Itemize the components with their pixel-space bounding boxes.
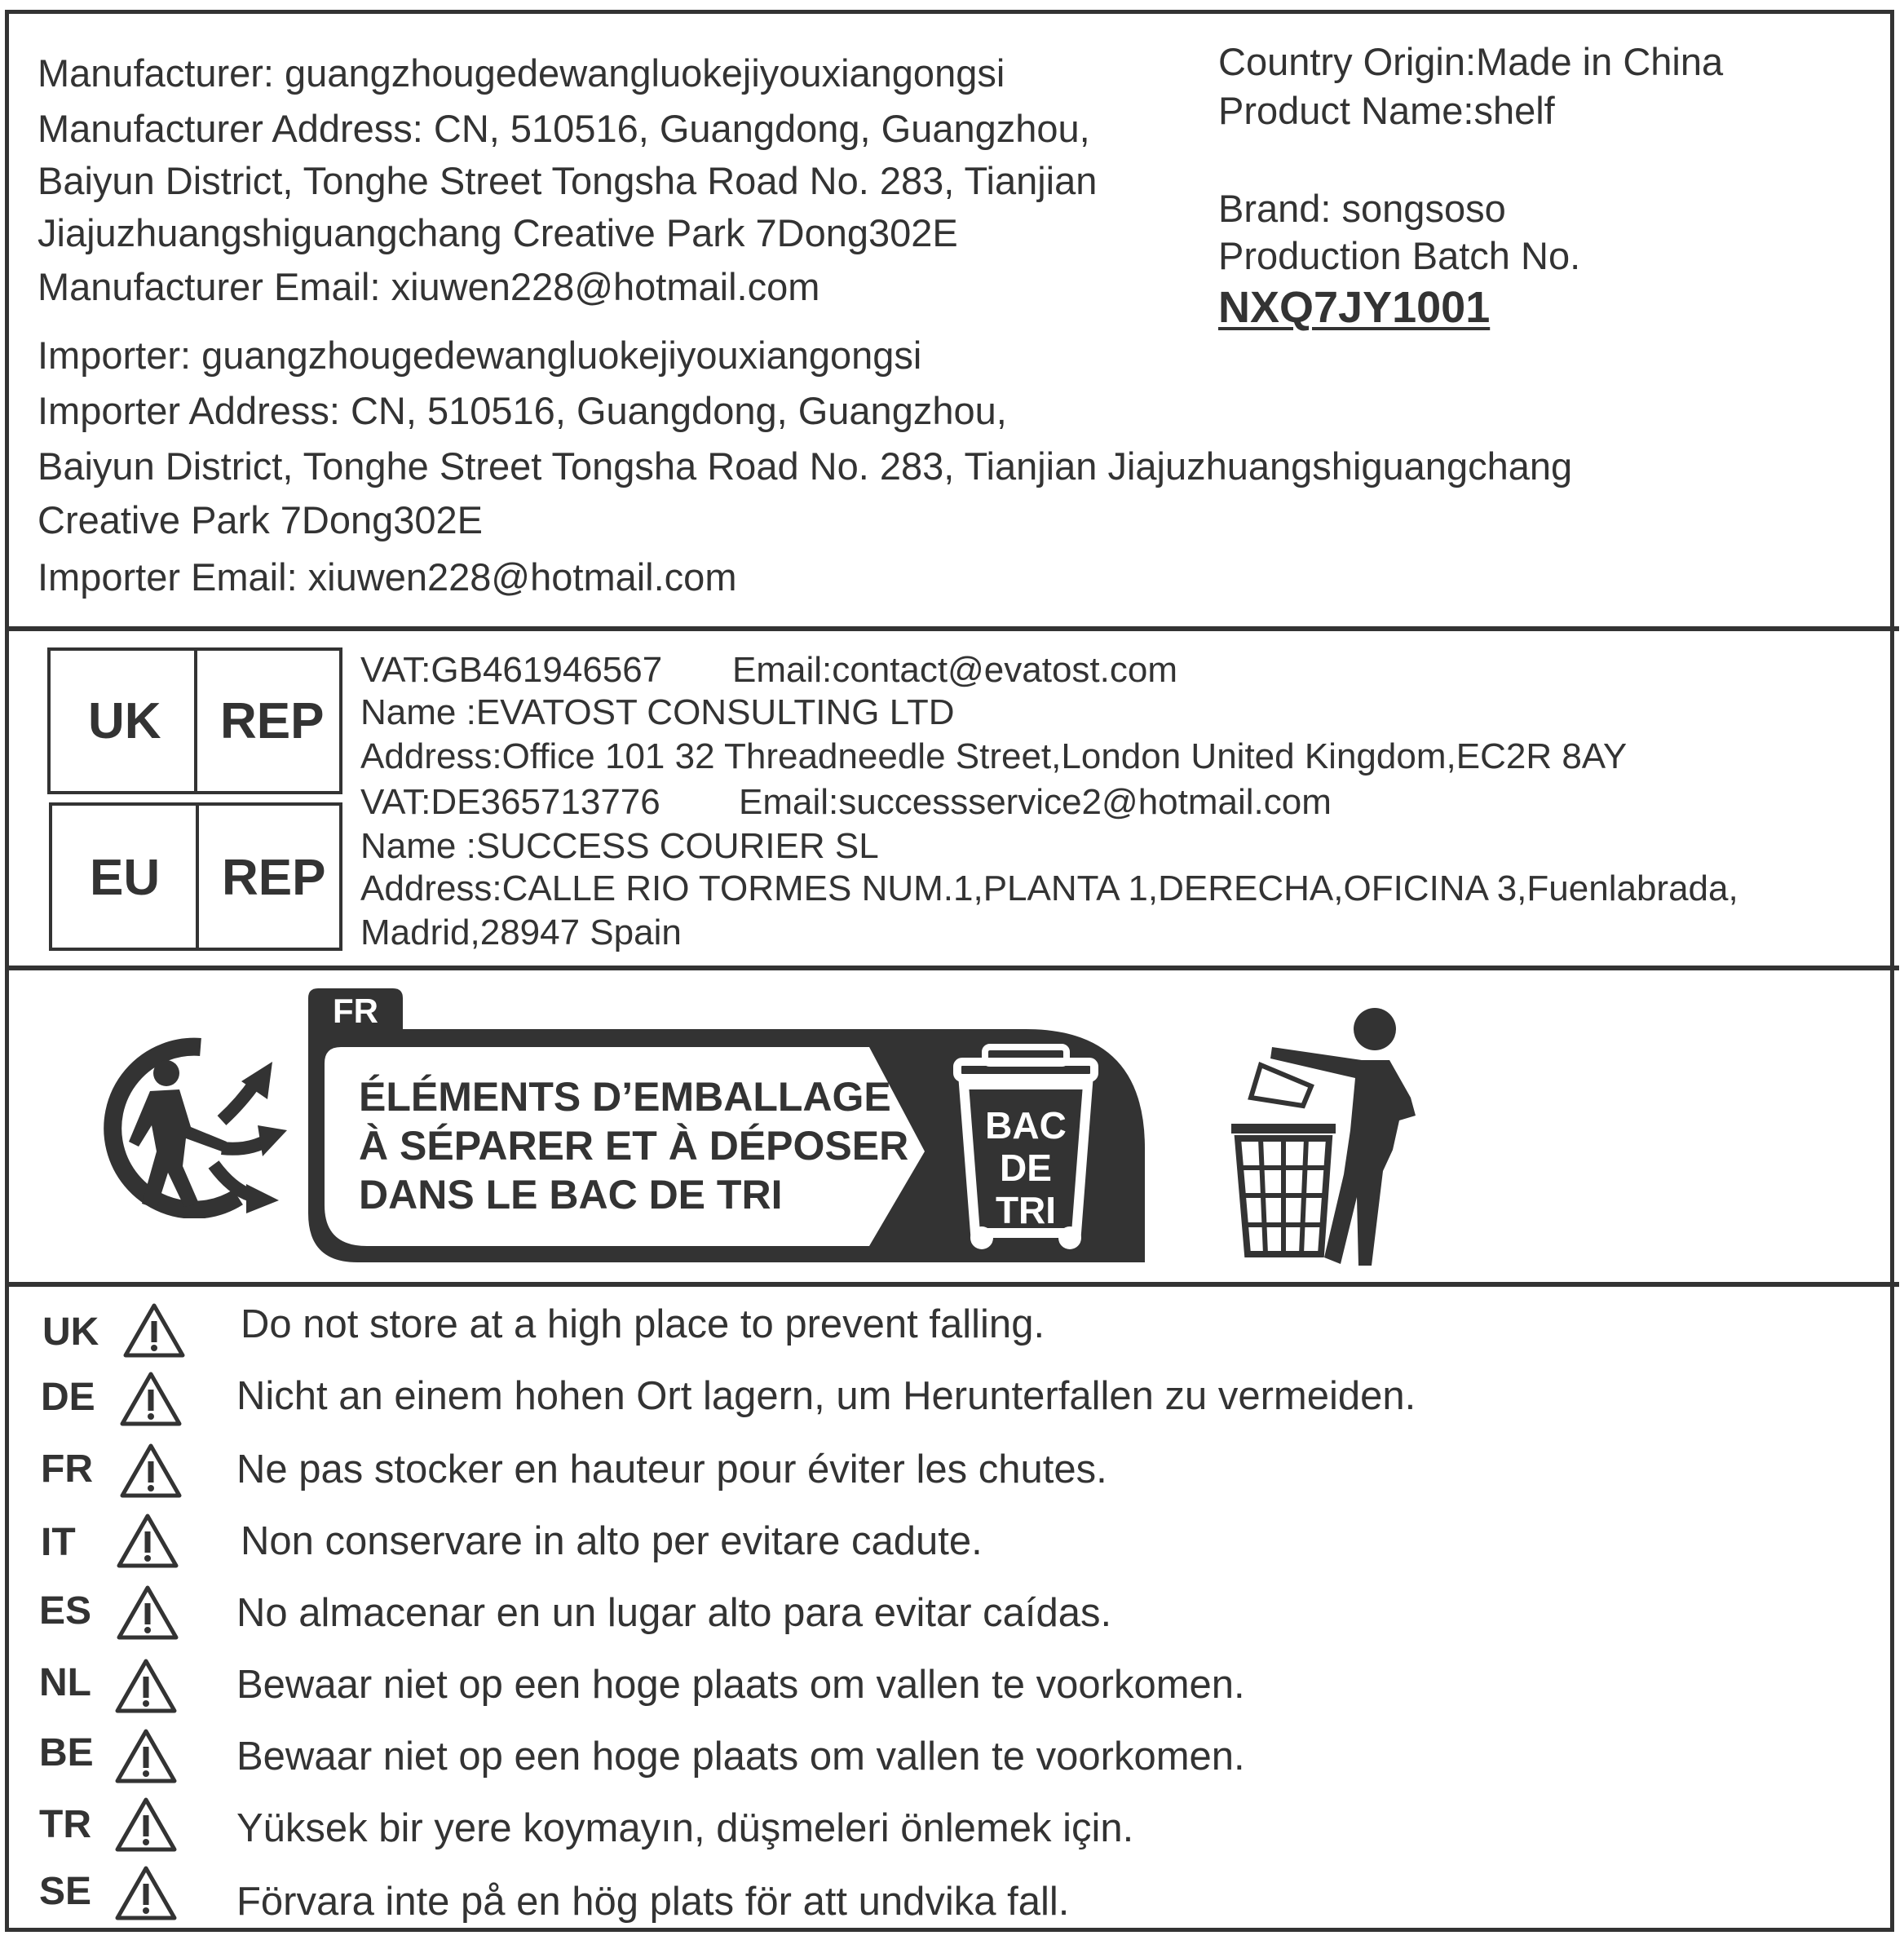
warning-lang-code: TR (39, 1803, 91, 1846)
warning-lang-code: SE (39, 1870, 92, 1913)
warning-triangle-icon (116, 1584, 179, 1641)
rep-label: REP (222, 850, 326, 906)
warning-text: Yüksek bir yere koymayın, düşmeleri önlemek için. (236, 1806, 1134, 1850)
warning-text: Förvara inte på en hög plats för att undvika fall. (236, 1880, 1070, 1924)
importer-address-line: Importer Address: CN, 510516, Guangdong, Guangzhou, (38, 389, 1007, 432)
tidyman-icon (1228, 1008, 1443, 1266)
warning-triangle-icon (116, 1512, 179, 1569)
warning-triangle-icon (119, 1442, 183, 1499)
warning-lang-code: ES (39, 1589, 92, 1633)
bin-text: DE (1000, 1147, 1052, 1189)
warning-lang-code: FR (41, 1447, 93, 1491)
warning-text: Bewaar niet op een hoge plaats om vallen te voorkomen. (236, 1663, 1245, 1707)
manufacturer-address-line: Baiyun District, Tonghe Street Tongsha Road No. 283, Tianjian (38, 159, 1098, 202)
divider-1 (5, 626, 1899, 631)
uk-rep-address: Address:Office 101 32 Threadneedle Street,London United Kingdom,EC2R 8AY (360, 736, 1628, 776)
batch-label: Production Batch No. (1218, 234, 1581, 277)
warning-lang-code: DE (41, 1376, 95, 1419)
warning-text: Ne pas stocker en hauteur pour éviter les chutes. (236, 1447, 1107, 1491)
manufacturer-address-line: Jiajuzhuangshiguangchang Creative Park 7Dong302E (38, 211, 958, 254)
uk-label: UK (88, 693, 161, 749)
divider-3 (5, 1282, 1899, 1287)
uk-rep-vat: VAT:GB461946567 (360, 650, 663, 690)
bin-text: BAC (985, 1104, 1067, 1147)
warning-text: Nicht an einem hohen Ort lagern, um Herunterfallen zu vermeiden. (236, 1374, 1416, 1418)
bin-text: TRI (995, 1189, 1057, 1231)
warning-triangle-icon (114, 1657, 178, 1714)
rep-label: REP (220, 693, 325, 749)
fr-tag: FR (333, 992, 378, 1030)
importer-address-line: Creative Park 7Dong302E (38, 498, 484, 541)
product-name: Product Name:shelf (1218, 89, 1555, 132)
warning-lang-code: IT (41, 1521, 76, 1564)
sorting-line: À SÉPARER ET À DÉPOSER (359, 1123, 909, 1169)
warning-triangle-icon (119, 1370, 183, 1427)
warning-text: Do not store at a high place to prevent falling. (241, 1302, 1045, 1346)
warning-triangle-icon (114, 1727, 178, 1784)
eu-rep-name: Name :SUCCESS COURIER SL (360, 826, 879, 866)
brand: Brand: songsoso (1218, 187, 1506, 230)
warning-triangle-icon (114, 1796, 178, 1853)
sorting-banner (308, 988, 1146, 1262)
importer-address-line: Baiyun District, Tonghe Street Tongsha Road No. 283, Tianjian Jiajuzhuangshiguangchang (38, 444, 1573, 488)
divider-2 (5, 966, 1899, 970)
warning-lang-code: BE (39, 1731, 94, 1774)
sorting-line: ÉLÉMENTS D’EMBALLAGE (359, 1074, 891, 1120)
eu-rep-email: Email:successservice2@hotmail.com (739, 782, 1332, 822)
warning-text: Bewaar niet op een hoge plaats om vallen te voorkomen. (236, 1735, 1245, 1779)
eu-rep-address-line: Address:CALLE RIO TORMES NUM.1,PLANTA 1,DERECHA,OFICINA 3,Fuenlabrada, (360, 868, 1738, 908)
warning-lang-code: UK (42, 1310, 99, 1354)
manufacturer-name: Manufacturer: guangzhougedewangluokejiyouxiangongsi (38, 51, 1005, 95)
warning-triangle-icon (114, 1864, 178, 1921)
warning-text: No almacenar en un lugar alto para evitar caídas. (236, 1591, 1112, 1635)
manufacturer-email: Manufacturer Email: xiuwen228@hotmail.com (38, 265, 820, 308)
eu-label: EU (90, 850, 161, 906)
eu-rep-vat: VAT:DE365713776 (360, 782, 660, 822)
uk-rep-badge (47, 647, 342, 794)
country-origin: Country Origin:Made in China (1218, 40, 1724, 83)
importer-name: Importer: guangzhougedewangluokejiyouxiangongsi (38, 334, 922, 377)
warning-triangle-icon (122, 1301, 186, 1359)
uk-rep-name: Name :EVATOST CONSULTING LTD (360, 692, 955, 732)
uk-rep-email: Email:contact@evatost.com (732, 650, 1177, 690)
batch-number: NXQ7JY1001 (1218, 283, 1491, 332)
eu-rep-badge (49, 802, 342, 951)
sorting-line: DANS LE BAC DE TRI (359, 1172, 783, 1217)
warning-lang-code: NL (39, 1661, 91, 1704)
importer-email: Importer Email: xiuwen228@hotmail.com (38, 555, 737, 599)
manufacturer-address-line: Manufacturer Address: CN, 510516, Guangdong, Guangzhou, (38, 107, 1090, 150)
warning-text: Non conservare in alto per evitare cadute. (241, 1519, 983, 1563)
eu-rep-address-line: Madrid,28947 Spain (360, 913, 682, 952)
triman-icon (78, 1029, 290, 1218)
